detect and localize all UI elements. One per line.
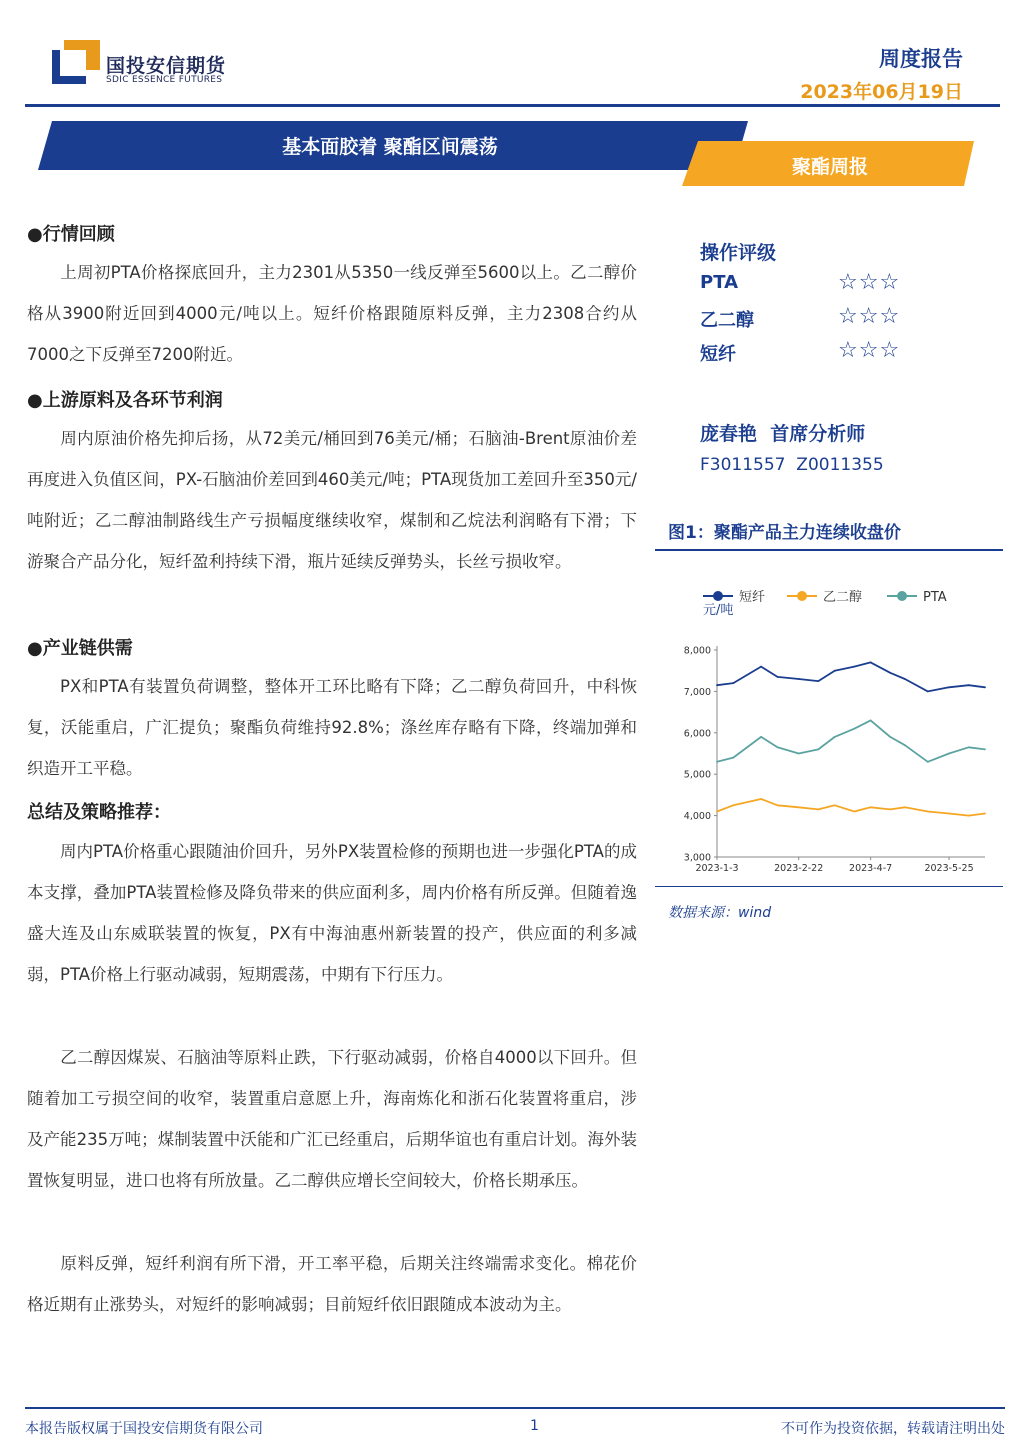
data-point [853,811,855,813]
analyst-license: F3011557 Z0011355 [700,455,884,475]
paragraph-summary-pta: 周内PTA价格重心跟随油价回升，另外PX装置检修的预期也进一步强化PTA的成本支撑，叠加PTA装置检修及降负带来的供应面利多，周内价格有所反弹。但随着逸盛大连及山东威联装置的恢复，PX有中海油惠州新装置的投产，供应面的利多减弱，PTA价格上行驱动减弱，短期震荡，中期有下行压力。 [27,842,637,984]
rating-name: 短纤 [700,344,736,365]
data-point [817,809,819,811]
price-line-chart [655,580,1003,885]
rating-row-psf [700,340,910,370]
x-tick-label: 2023-1-3 [695,863,739,874]
y-tick-label: 7,000 [683,686,711,698]
data-point [716,761,718,763]
data-point [968,746,970,748]
data-point [853,728,855,730]
star-rating-icon: ☆☆☆ [838,304,901,329]
chart-series [716,662,986,817]
data-point [927,691,929,693]
section-heading-upstream: ●上游原料及各环节利润 [27,390,223,411]
legend-label: 乙二醇 [823,590,863,605]
y-tick-label: 5,000 [683,769,711,781]
legend-label: PTA [923,590,947,605]
data-point [834,804,836,806]
data-point [732,757,734,759]
data-point [760,736,762,738]
page-number: 1 [530,1418,539,1434]
data-point [904,806,906,808]
data-point [777,804,779,806]
section-heading-supply-demand: ●产业链供需 [27,638,133,659]
report-date: 2023年06月19日 [800,81,963,103]
data-point [777,746,779,748]
data-point [834,670,836,672]
paragraph-upstream: 周内原油价格先抑后扬，从72美元/桶回到76美元/桶；石脑油-Brent原油价差再度进入负值区间，PX-石脑油价差回到460美元/吨；PTA现货加工差回升至350元/吨附近；乙二醇油制路线生产亏损幅度继续收窄，煤制和乙烷法利润略有下滑；下游聚合产品分化，短纤盈利持续下滑，瓶片延续反弹势头，长丝亏损收窄。 [27,429,637,571]
data-point [889,672,891,674]
data-point [870,806,872,808]
rating-name: 乙二醇 [700,310,754,331]
chart-bottom-divider [655,886,1003,887]
data-point [834,736,836,738]
legend-swatch-marker [897,591,907,601]
data-point [927,761,929,763]
legend-label: 短纤 [739,590,766,605]
star-rating-icon: ☆☆☆ [838,338,901,363]
x-tick-label: 2023-5-25 [924,863,974,874]
y-tick-label: 3,000 [683,852,711,864]
data-point [984,749,986,751]
paragraph-summary-psf: 原料反弹，短纤利润有所下滑，开工率平稳，后期关注终端需求变化。棉花价格近期有止涨势头，对短纤的影响减弱；目前短纤依旧跟随成本波动为主。 [27,1254,637,1314]
paragraph-summary-meg: 乙二醇因煤炭、石脑油等原料止跌，下行驱动减弱，价格自4000以下回升。但随着加工亏损空间的收窄，装置重启意愿上升，海南炼化和浙石化装置将重启，涉及产能235万吨；煤制装置中沃能和广汇已经重启，后期华谊也有重启计划。海外装置恢复明显，进口也将有所放量。乙二醇供应增长空间较大，价格长期承压。 [27,1048,637,1190]
y-tick-label: 8,000 [683,645,711,657]
chart-legend [703,589,947,605]
data-point [948,686,950,688]
series-line-3 [717,720,985,761]
figure-title: 图1：聚酯产品主力连续收盘价 [668,523,901,543]
report-type: 周度报告 [879,47,963,71]
data-point [798,678,800,680]
data-point [948,813,950,815]
data-point [927,811,929,813]
footer-disclaimer: 不可作为投资依据，转载请注明出处 [781,1421,1005,1437]
data-point [732,682,734,684]
data-point [904,678,906,680]
data-source: 数据来源：wind [668,905,772,921]
data-point [984,686,986,688]
figure-divider [655,549,1003,551]
chart-axes [684,646,985,875]
header-divider [25,104,1000,107]
y-tick-label: 4,000 [683,811,711,823]
data-point [817,680,819,682]
footer-copyright: 本报告版权属于国投安信期货有限公司 [25,1421,263,1437]
data-point [984,813,986,815]
banner-tag: 聚酯周报 [791,156,868,178]
rating-row-meg [700,306,910,336]
data-point [968,684,970,686]
data-point [798,753,800,755]
rating-row-pta [700,272,910,302]
legend-swatch-marker [713,591,723,601]
data-point [870,662,872,664]
paragraph-market-review: 上周初PTA价格探底回升，主力2301从5350一线反弹至5600以上。乙二醇价格从3900附近回到4000元/吨以上。短纤价格跟随原料反弹，主力2308合约从7000之下反弹至7200附近。 [27,263,637,364]
data-point [817,749,819,751]
y-tick-label: 6,000 [683,728,711,740]
company-name: 国投安信期货 [106,55,227,77]
series-line-2 [717,799,985,816]
data-point [798,806,800,808]
data-point [904,744,906,746]
y-axis-label: 元/吨 [703,603,734,618]
data-point [777,676,779,678]
x-tick-label: 2023-2-22 [774,863,824,874]
section-heading-summary: 总结及策略推荐： [27,802,171,823]
data-point [760,666,762,668]
rating-title: 操作评级 [700,242,777,264]
legend-swatch-marker [797,591,807,601]
paragraph-supply-demand: PX和PTA有装置负荷调整，整体开工环比略有下降；乙二醇负荷回升，中科恢复，沃能重启，广汇提负；聚酯负荷维持92.8%；涤丝库存略有下降，终端加弹和织造开工平稳。 [27,677,637,778]
banner-title: 基本面胶着 聚酯区间震荡 [282,136,498,158]
data-point [716,684,718,686]
series-line-1 [717,662,985,691]
data-point [853,666,855,668]
company-name-en: SDIC ESSENCE FUTURES [106,75,223,85]
data-point [889,809,891,811]
data-point [948,753,950,755]
data-point [968,815,970,817]
data-point [732,804,734,806]
data-point [760,798,762,800]
x-tick-label: 2023-4-7 [849,863,893,874]
data-point [870,720,872,722]
footer-divider [25,1407,1005,1409]
data-point [716,811,718,813]
star-rating-icon: ☆☆☆ [838,270,901,295]
section-heading-market-review: ●行情回顾 [27,224,115,245]
data-point [889,736,891,738]
analyst-name: 庞春艳 首席分析师 [700,423,866,445]
rating-name: PTA [700,272,739,293]
company-logo-icon [52,40,100,84]
